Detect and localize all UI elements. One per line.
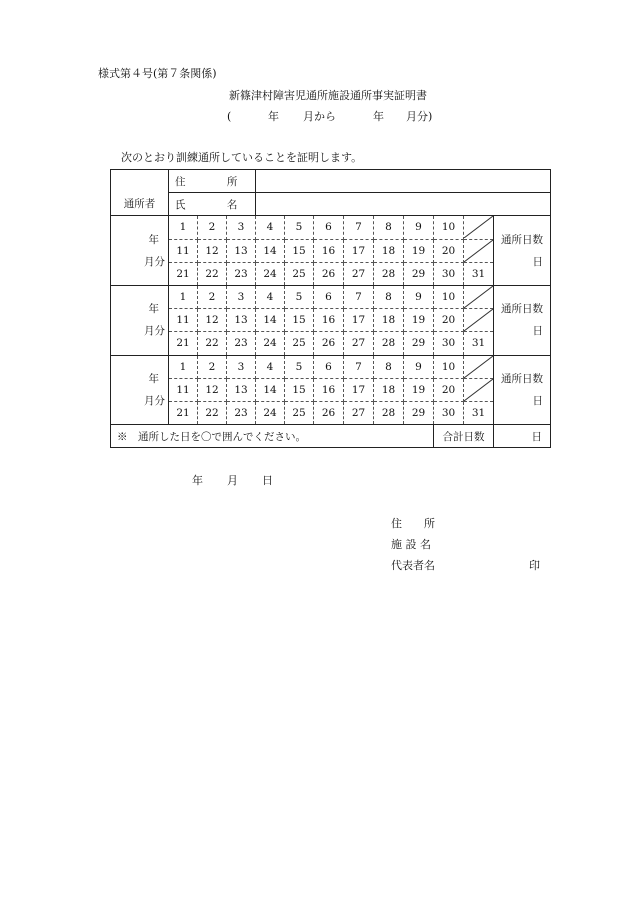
person-label: 通所者 (111, 170, 169, 216)
days-unit: 日 (532, 325, 543, 338)
day-cell[interactable]: 30 (434, 262, 464, 285)
diagonal-line-icon (464, 379, 493, 401)
total-days-field[interactable]: 日 (494, 425, 551, 448)
day-cell[interactable]: 29 (404, 332, 434, 355)
day-cell[interactable]: 18 (374, 378, 404, 401)
day-cell[interactable]: 18 (374, 239, 404, 262)
day-row (111, 309, 551, 332)
day-cell[interactable]: 5 (285, 216, 314, 239)
day-cell[interactable]: 16 (314, 309, 344, 332)
sig-representative-label: 代表者名 (391, 559, 435, 572)
days-unit: 日 (532, 394, 543, 407)
day-cell[interactable]: 1 (169, 285, 198, 308)
days-count-cell[interactable] (494, 355, 551, 425)
day-cell[interactable]: 5 (285, 355, 314, 378)
day-cell[interactable]: 24 (256, 332, 285, 355)
day-cell[interactable]: 13 (227, 378, 256, 401)
total-row (111, 425, 551, 448)
day-cell[interactable]: 29 (404, 401, 434, 424)
empty-diagonal-cell (464, 216, 494, 239)
year-label: 年 (148, 303, 159, 316)
day-cell[interactable]: 19 (404, 239, 434, 262)
day-cell[interactable]: 2 (198, 285, 227, 308)
day-cell[interactable]: 1 (169, 355, 198, 378)
day-cell[interactable]: 14 (256, 239, 285, 262)
day-cell[interactable]: 28 (374, 332, 404, 355)
date-day: 日 (262, 474, 273, 487)
day-cell[interactable]: 9 (404, 355, 434, 378)
period-year1: 年 (268, 110, 279, 123)
day-cell[interactable]: 6 (314, 216, 344, 239)
day-cell[interactable]: 3 (227, 355, 256, 378)
day-cell[interactable]: 28 (374, 262, 404, 285)
day-cell[interactable]: 15 (285, 309, 314, 332)
intro-text: 次のとおり訓練通所していることを証明します。 (121, 151, 363, 164)
name-row (111, 193, 551, 216)
day-cell[interactable]: 14 (256, 378, 285, 401)
month-label-cell (111, 216, 169, 286)
day-cell[interactable]: 20 (434, 378, 464, 401)
day-cell[interactable]: 16 (314, 239, 344, 262)
day-cell[interactable]: 8 (374, 285, 404, 308)
address-label-2: 所 (226, 175, 238, 188)
circle-instruction-note: ※ 通所した日を〇で囲んでください。 (111, 425, 434, 448)
day-cell[interactable]: 6 (314, 285, 344, 308)
address-label-1: 住 (175, 175, 186, 188)
document-title: 新篠津村障害児通所施設通所事実証明書 (229, 89, 427, 102)
day-cell[interactable]: 19 (404, 309, 434, 332)
day-cell[interactable]: 27 (344, 332, 374, 355)
day-cell[interactable]: 7 (344, 355, 374, 378)
day-row (111, 401, 551, 424)
year-label: 年 (148, 372, 159, 385)
total-days-label: 合計日数 (434, 425, 494, 448)
day-cell[interactable]: 11 (169, 239, 198, 262)
day-cell[interactable]: 25 (285, 401, 314, 424)
name-label-2: 名 (226, 198, 238, 211)
days-count-cell[interactable] (494, 285, 551, 355)
day-cell[interactable]: 17 (344, 309, 374, 332)
day-cell[interactable]: 8 (374, 216, 404, 239)
name-label (169, 193, 256, 216)
day-cell[interactable]: 2 (198, 355, 227, 378)
date-year: 年 (192, 474, 203, 487)
day-cell[interactable]: 3 (227, 216, 256, 239)
day-cell[interactable]: 27 (344, 262, 374, 285)
diagonal-line-icon (464, 309, 493, 331)
day-cell[interactable]: 15 (285, 378, 314, 401)
day-cell[interactable]: 2 (198, 216, 227, 239)
day-cell[interactable]: 4 (256, 216, 285, 239)
period-open: ( (227, 110, 232, 123)
sig-facility-label: 施 設 名 (391, 538, 431, 551)
days-count-label: 通所日数 (501, 233, 543, 246)
day-cell[interactable]: 13 (227, 239, 256, 262)
day-cell[interactable]: 22 (198, 262, 227, 285)
day-cell[interactable]: 14 (256, 309, 285, 332)
day-cell[interactable]: 25 (285, 262, 314, 285)
month-label: 月分 (144, 394, 165, 407)
day-cell[interactable]: 11 (169, 378, 198, 401)
empty-diagonal-cell (464, 285, 494, 308)
day-cell[interactable]: 12 (198, 309, 227, 332)
month-label-cell (111, 355, 169, 425)
diagonal-line-icon (464, 286, 493, 308)
day-cell[interactable]: 30 (434, 401, 464, 424)
days-unit: 日 (532, 255, 543, 268)
day-row (111, 262, 551, 285)
diagonal-line-icon (464, 216, 493, 238)
period-month2: 月分) (406, 110, 433, 123)
address-field[interactable] (256, 170, 551, 193)
day-cell[interactable]: 10 (434, 285, 464, 308)
empty-diagonal-cell (464, 239, 494, 262)
address-row (111, 170, 551, 193)
day-cell[interactable]: 21 (169, 262, 198, 285)
day-cell[interactable]: 25 (285, 332, 314, 355)
seal-mark: 印 (529, 559, 540, 572)
address-label (169, 170, 256, 193)
diagonal-line-icon (464, 356, 493, 378)
day-cell[interactable]: 10 (434, 216, 464, 239)
period-year2: 年 (373, 110, 384, 123)
month-label-cell (111, 285, 169, 355)
day-cell[interactable]: 7 (344, 216, 374, 239)
day-cell[interactable]: 7 (344, 285, 374, 308)
day-cell[interactable]: 23 (227, 401, 256, 424)
day-cell[interactable]: 21 (169, 332, 198, 355)
diagonal-line-icon (464, 240, 493, 262)
empty-diagonal-cell (464, 355, 494, 378)
day-cell[interactable]: 23 (227, 262, 256, 285)
day-cell[interactable]: 10 (434, 355, 464, 378)
day-cell[interactable]: 9 (404, 285, 434, 308)
form-number: 様式第４号(第７条関係) (98, 67, 217, 80)
sig-address-label: 住 所 (391, 517, 435, 530)
name-field[interactable] (256, 193, 551, 216)
day-cell[interactable]: 31 (464, 262, 494, 285)
day-cell[interactable]: 22 (198, 401, 227, 424)
attendance-table (110, 169, 551, 448)
empty-diagonal-cell (464, 378, 494, 401)
month-label: 月分 (144, 255, 165, 268)
day-cell[interactable]: 9 (404, 216, 434, 239)
year-label: 年 (148, 233, 159, 246)
day-cell[interactable]: 26 (314, 262, 344, 285)
day-cell[interactable]: 4 (256, 355, 285, 378)
day-cell[interactable]: 3 (227, 285, 256, 308)
month-label: 月分 (144, 325, 165, 338)
day-cell[interactable]: 13 (227, 309, 256, 332)
day-cell[interactable]: 31 (464, 401, 494, 424)
day-cell[interactable]: 12 (198, 239, 227, 262)
day-cell[interactable]: 26 (314, 401, 344, 424)
day-row (111, 216, 551, 239)
day-row (111, 355, 551, 378)
day-cell[interactable]: 5 (285, 285, 314, 308)
day-cell[interactable]: 27 (344, 401, 374, 424)
day-cell[interactable]: 22 (198, 332, 227, 355)
day-cell[interactable]: 4 (256, 285, 285, 308)
day-cell[interactable]: 17 (344, 239, 374, 262)
day-cell[interactable]: 16 (314, 378, 344, 401)
days-count-label: 通所日数 (501, 303, 543, 316)
day-cell[interactable]: 1 (169, 216, 198, 239)
date-month: 月 (227, 474, 238, 487)
day-row (111, 239, 551, 262)
day-cell[interactable]: 15 (285, 239, 314, 262)
day-cell[interactable]: 23 (227, 332, 256, 355)
day-cell[interactable]: 24 (256, 262, 285, 285)
day-cell[interactable]: 20 (434, 309, 464, 332)
day-cell[interactable]: 11 (169, 309, 198, 332)
day-cell[interactable]: 6 (314, 355, 344, 378)
day-cell[interactable]: 18 (374, 309, 404, 332)
day-cell[interactable]: 21 (169, 401, 198, 424)
name-label-1: 氏 (175, 198, 186, 211)
day-cell[interactable]: 30 (434, 332, 464, 355)
day-cell[interactable]: 12 (198, 378, 227, 401)
period-month1-from: 月から (303, 110, 336, 123)
day-row (111, 332, 551, 355)
day-cell[interactable]: 31 (464, 332, 494, 355)
day-cell[interactable]: 17 (344, 378, 374, 401)
day-cell[interactable]: 8 (374, 355, 404, 378)
days-count-cell[interactable] (494, 216, 551, 286)
day-cell[interactable]: 26 (314, 332, 344, 355)
day-cell[interactable]: 28 (374, 401, 404, 424)
day-cell[interactable]: 19 (404, 378, 434, 401)
days-count-label: 通所日数 (501, 372, 543, 385)
day-row (111, 378, 551, 401)
day-cell[interactable]: 29 (404, 262, 434, 285)
day-cell[interactable]: 24 (256, 401, 285, 424)
day-row (111, 285, 551, 308)
day-cell[interactable]: 20 (434, 239, 464, 262)
empty-diagonal-cell (464, 309, 494, 332)
